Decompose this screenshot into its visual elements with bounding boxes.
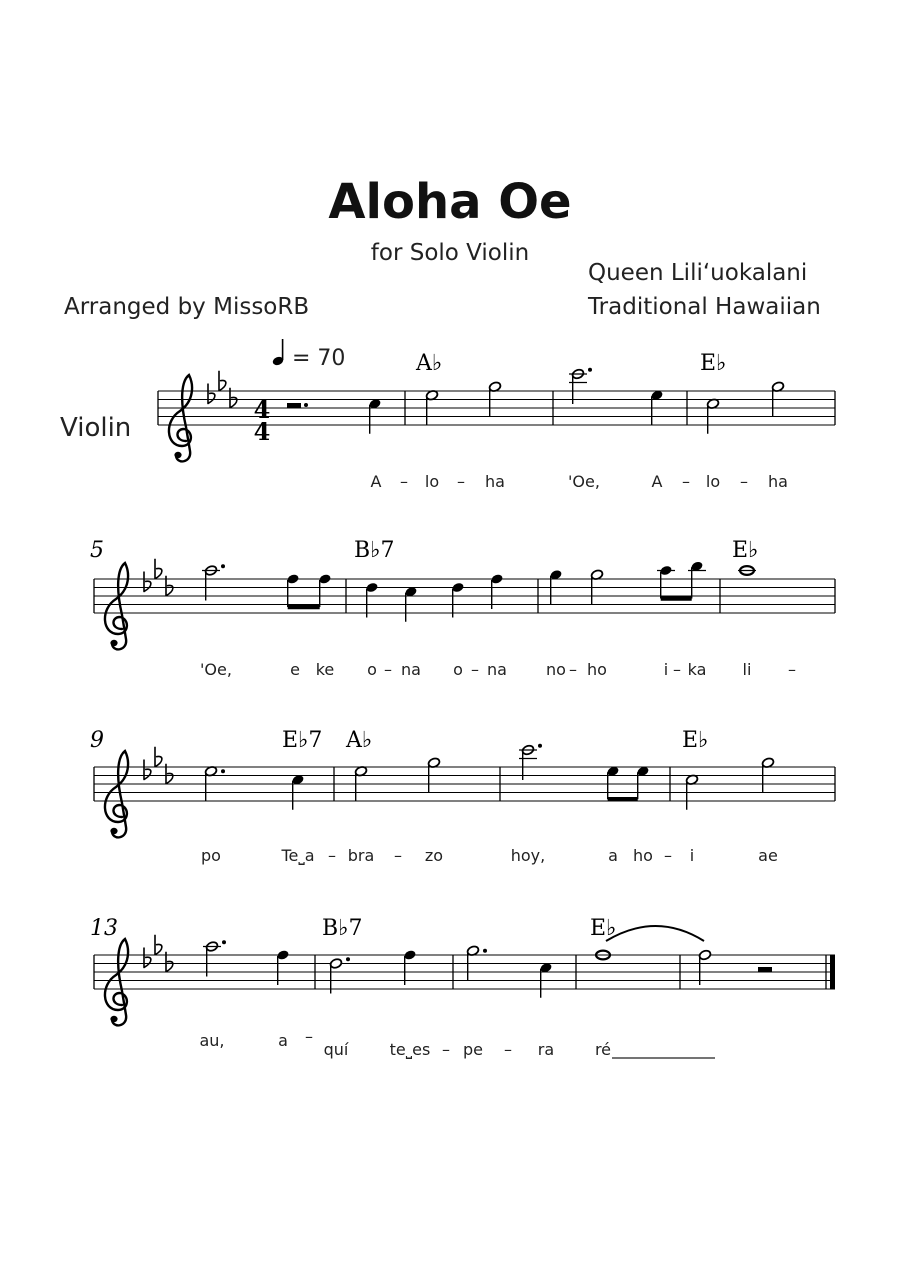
lyric: – [305,1027,313,1046]
lyric: a [608,846,618,865]
lyric: te⎵es [389,1040,431,1059]
system-4 [90,916,715,1059]
augmentation-dot [483,949,487,953]
lyric: – [471,660,479,679]
final-barline-thick [830,955,835,989]
lyric: – [442,1040,450,1059]
augmentation-dot [304,403,308,407]
key-signature-flat [144,948,151,968]
treble-clef-dot [110,640,117,646]
lyric: a [278,1031,288,1050]
composer-line-1: Queen Liliʻuokalani [588,260,808,286]
augmentation-dot [221,769,225,773]
augmentation-dot [538,744,542,748]
lyric: na [487,660,507,679]
key-signature-flat [155,935,162,955]
augmentation-dot [346,957,350,961]
lyric: – [664,846,672,865]
system-2 [90,538,796,679]
chord-symbol: E♭ [700,351,727,376]
lyric: – [569,660,577,679]
chord-symbol: A♭ [346,728,373,753]
treble-clef [169,375,192,461]
treble-clef [105,563,128,649]
lyric: ha [485,472,505,491]
lyric: i [689,846,695,865]
lyric: – [384,660,392,679]
lyric: 'Oe, [200,660,232,679]
lyric: A [651,472,663,491]
treble-clef-dot [110,1016,117,1022]
measure-number: 5 [90,538,104,563]
lyric: ho [633,846,653,865]
chord-symbol: E♭7 [282,728,323,753]
lyric: – [504,1040,512,1059]
composer-line-2: Traditional Hawaiian [588,294,821,320]
lyric: lo [424,472,440,491]
lyric: po [201,846,221,865]
time-signature-top: 4 [253,395,271,424]
tempo-text: = 70 [292,346,346,371]
lyric: lo [705,472,721,491]
subtitle: for Solo Violin [370,240,530,266]
measure-number: 13 [90,916,118,941]
chord-symbol: E♭ [732,538,759,563]
treble-clef [105,751,128,837]
key-signature-flat [144,572,151,592]
lyric: – [328,846,336,865]
half-rest [758,967,772,972]
lyric: – [673,660,681,679]
lyric: ha [768,472,788,491]
lyric: – [400,472,408,491]
lyric: na [401,660,421,679]
chord-symbol: B♭7 [322,916,363,941]
lyric: zo [424,846,444,865]
lyric: no [546,660,566,679]
treble-clef-dot [174,452,181,458]
key-signature-flat [219,371,226,391]
key-signature-flat [155,747,162,767]
chord-symbol: E♭ [682,728,709,753]
lyric: i [663,660,669,679]
augmentation-dot [221,564,225,568]
chord-symbol: A♭ [416,351,443,376]
arranger: Arranged by MissoRB [64,294,310,320]
lyric: – [682,472,690,491]
lyric: ka [687,660,707,679]
lyric: ré [594,1040,612,1059]
tie [606,926,704,941]
system-3 [90,728,778,865]
lyric: Te⎵a [281,846,315,865]
lyric: A [370,472,382,491]
lyric: e [290,660,300,679]
half-rest [287,403,301,408]
lyric: hoy, [510,846,546,865]
lyric: quí [323,1040,349,1059]
lyric: – [457,472,465,491]
instrument-name: Violin [60,413,132,443]
lyric: ho [587,660,607,679]
lyric: ae [758,846,778,865]
augmentation-dot [222,940,226,944]
lyric: – [394,846,402,865]
chord-symbol: B♭7 [354,538,395,563]
lyric: au, [199,1031,225,1050]
lyric: bra [347,846,375,865]
measure-number: 9 [90,728,104,753]
tempo-marking [272,339,346,371]
lyric: ra [537,1040,555,1059]
treble-clef-dot [110,828,117,834]
notation-layer [94,368,835,1026]
time-signature-bottom: 4 [253,417,271,446]
lyric: 'Oe, [568,472,600,491]
lyric: o [453,660,463,679]
chord-symbol: E♭ [590,916,617,941]
lyric: ke [315,660,335,679]
lyric: pe [463,1040,483,1059]
lyric: o [367,660,377,679]
lyric: li [742,660,752,679]
lyric: – [788,660,796,679]
title: Aloha Oe [328,174,572,230]
key-signature-flat [208,384,215,404]
key-signature-flat [144,760,151,780]
key-signature-flat [155,559,162,579]
lyric: – [740,472,748,491]
treble-clef [105,939,128,1025]
augmentation-dot [588,368,592,372]
